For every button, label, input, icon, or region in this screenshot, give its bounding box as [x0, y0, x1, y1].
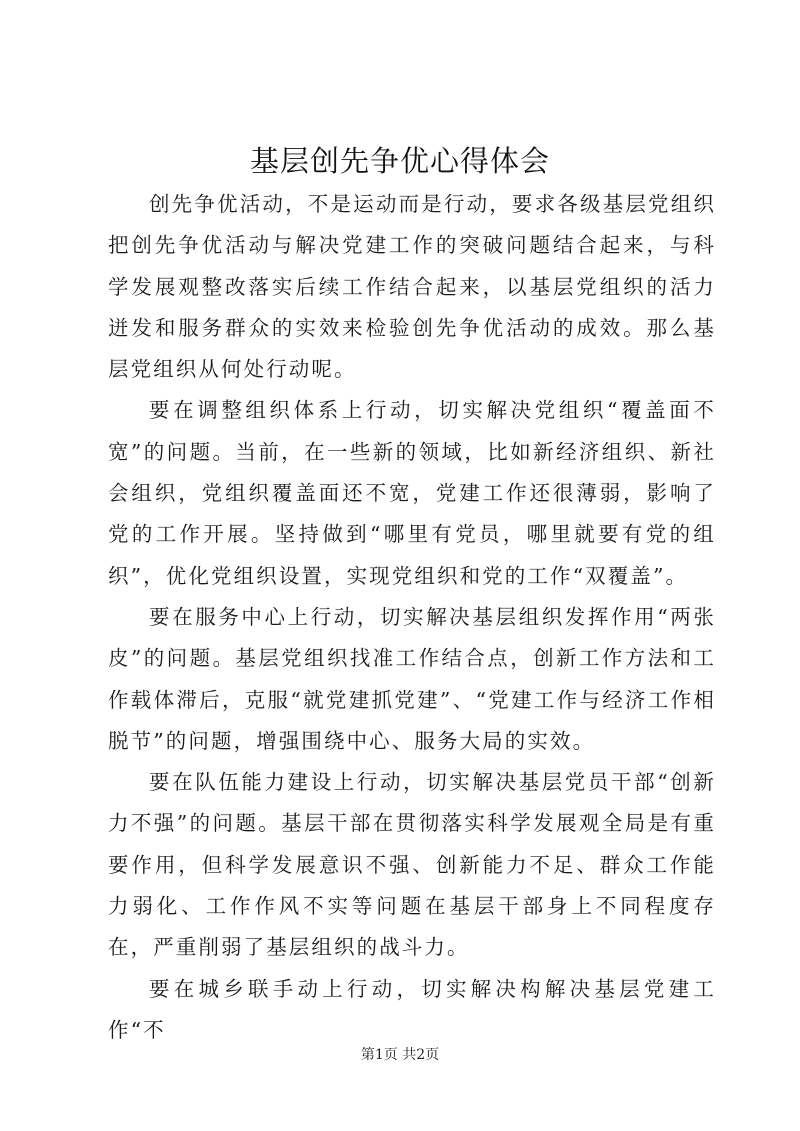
paragraph-5: 要在城乡联手动上行动，切实解决构解决基层党建工作“不	[108, 976, 716, 1042]
paragraph-3: 要在服务中心上行动，切实解决基层组织发挥作用“两张皮”的问题。基层党组织找准工作结合点，创新工作方法和工作载体滞后，克服“就党建抓党建”、“党建工作与经济工作相脱节”的问题，增强围绕中心、服务大局的实效。	[108, 604, 716, 753]
paragraph-2: 要在调整组织体系上行动，切实解决党组织“覆盖面不宽”的问题。当前，在一些新的领域，比如新经济组织、新社会组织，党组织覆盖面还不宽，党建工作还很薄弱，影响了党的工作开展。坚持做到“哪里有党员，哪里就要有党的组织”，优化党组织设置，实现党组织和党的工作“双覆盖”。	[108, 398, 716, 588]
document-title: 基层创先争优心得体会	[249, 144, 550, 178]
paragraph-1: 创先争优活动，不是运动而是行动，要求各级基层党组织把创先争优活动与解决党建工作的突破问题结合起来，与科学发展观整改落实后续工作结合起来，以基层党组织的活力迸发和服务群众的实效来检验创先争优活动的成效。那么基层党组织从何处行动呢。	[108, 192, 716, 382]
page-footer: 第1页 共2页	[360, 1047, 440, 1063]
paragraph-4: 要在队伍能力建设上行动，切实解决基层党员干部“创新力不强”的问题。基层干部在贯彻落实科学发展观全局是有重要作用，但科学发展意识不强、创新能力不足、群众工作能力弱化、工作作风不实等问题在基层干部身上不同程度存在，严重削弱了基层组织的战斗力。	[108, 770, 716, 960]
document-body	[108, 184, 716, 1051]
